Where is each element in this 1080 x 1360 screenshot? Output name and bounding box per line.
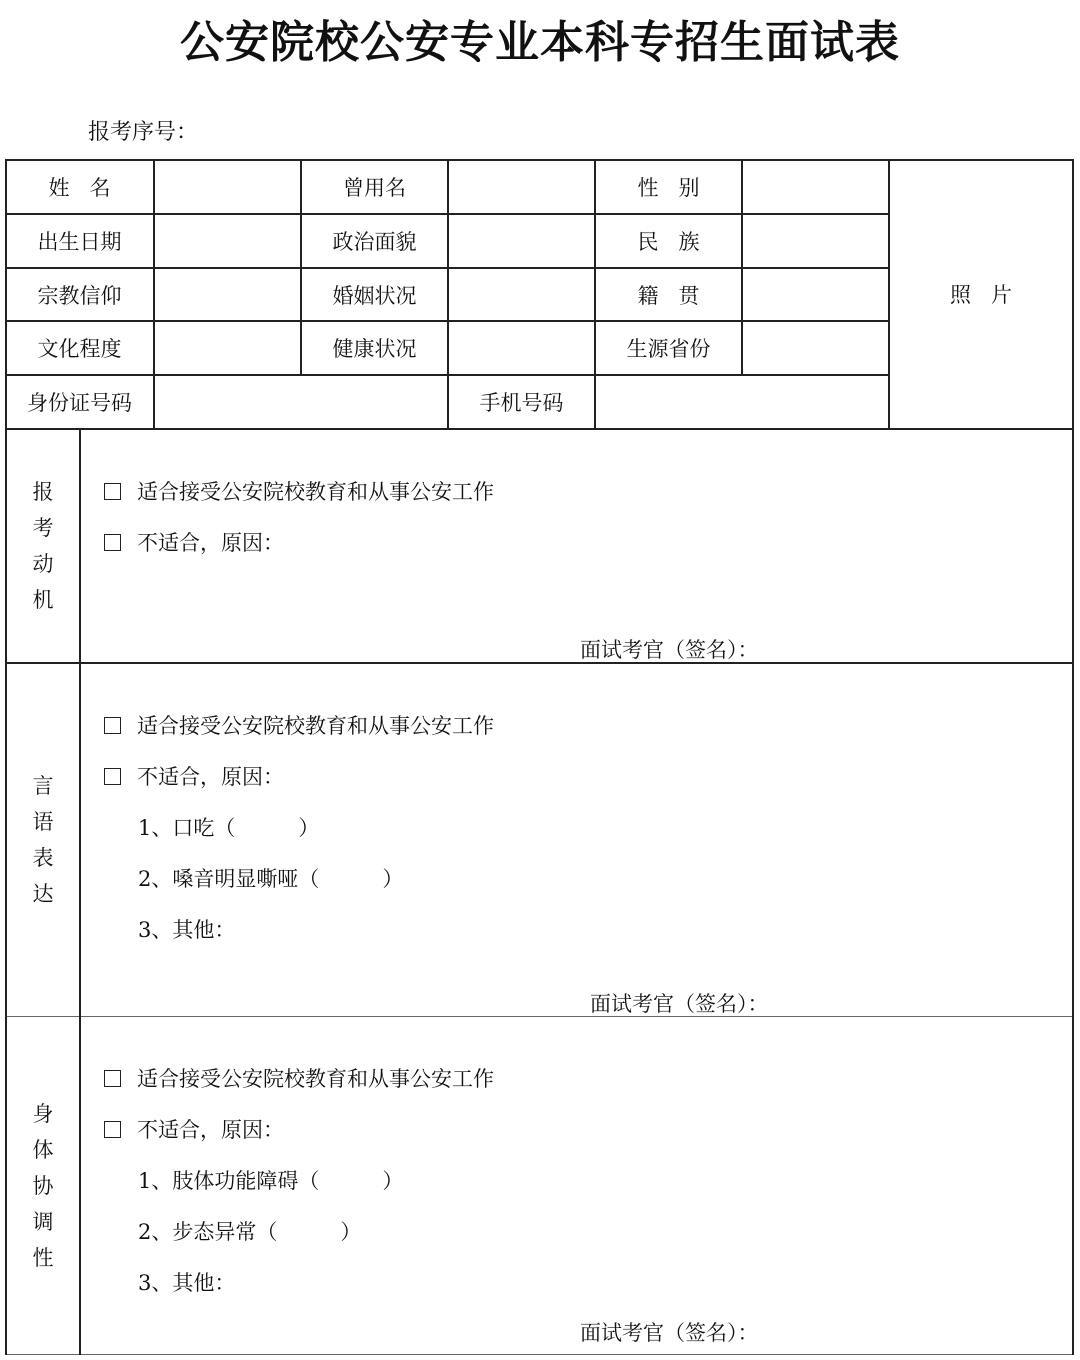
reason-text: 其他： [172,918,236,942]
label-gender: 性别 [637,175,720,200]
label-education: 文化程度 [37,337,122,361]
option-label: 不适合，原因： [137,765,284,789]
religion-field[interactable] [155,269,300,320]
label-char: 报 [32,480,54,504]
label-char: 表 [32,846,54,870]
label-political-status: 政治面貌 [332,230,417,254]
checkbox[interactable] [104,483,121,500]
label-char: 言 [32,774,54,798]
speech-reason-2[interactable] [138,863,403,893]
label-char: 动 [32,552,54,576]
speech-suitable-option[interactable] [104,710,494,740]
section-label-speech [6,664,80,1016]
ethnicity-field[interactable] [743,215,888,267]
label-birth-date: 出生日期 [37,230,122,254]
reason-text: 肢体功能障碍（ ） [172,1169,404,1193]
label-char: 语 [32,810,54,834]
political-status-field[interactable] [449,215,594,267]
label-char: 达 [32,882,54,906]
photo-box[interactable]: 照片 [950,283,1032,307]
checkbox[interactable] [104,1070,121,1087]
form-title: 公安院校公安专业本科专招生面试表 [180,17,900,68]
option-label: 适合接受公安院校教育和从事公安工作 [137,480,494,504]
reason-number: 3、 [138,918,173,942]
former-name-field[interactable] [449,160,594,213]
label-char: 体 [32,1138,54,1162]
label-marital-status: 婚姻状况 [332,283,417,308]
label-health: 健康状况 [332,337,417,361]
label-religion: 宗教信仰 [37,283,122,308]
label-char: 协 [32,1174,54,1198]
checkbox[interactable] [104,717,121,734]
coordination-unsuitable-option[interactable] [104,1114,284,1144]
section-label-coordination [6,1018,80,1354]
gender-field[interactable] [743,160,888,213]
checkbox[interactable] [104,534,121,551]
coordination-reason-3[interactable] [138,1267,235,1297]
speech-unsuitable-option[interactable] [104,761,284,791]
coordination-suitable-option[interactable] [104,1063,494,1093]
label-id-number: 身份证号码 [27,391,132,415]
label-char: 身 [32,1102,54,1126]
divider [6,1354,1074,1355]
reason-number: 2、 [138,1220,173,1244]
reason-number: 2、 [138,867,173,891]
id-number-field[interactable] [155,376,447,428]
section-label-motivation [6,430,80,662]
option-label: 不适合，原因： [137,1118,284,1142]
reason-number: 1、 [138,816,173,840]
option-label: 适合接受公安院校教育和从事公安工作 [137,1067,494,1091]
serial-number-label: 报考序号： [88,120,199,145]
divider [6,428,1074,430]
label-former-name: 曾用名 [343,175,406,200]
health-field[interactable] [449,322,594,374]
reason-text: 其他： [172,1271,236,1295]
label-phone: 手机号码 [479,391,564,415]
reason-number: 3、 [138,1271,173,1295]
label-province: 生源省份 [626,337,711,361]
coordination-reason-1[interactable] [138,1165,403,1195]
education-field[interactable] [155,322,300,374]
birth-date-field[interactable] [155,215,300,267]
divider [1072,159,1074,1355]
reason-text: 口吃（ ） [172,816,320,840]
name-field[interactable] [155,160,300,213]
option-label: 不适合，原因： [137,531,284,555]
motivation-unsuitable-option[interactable] [104,527,284,557]
speech-reason-3[interactable] [138,914,235,944]
examiner-signature[interactable]: 面试考官（签名）： [580,1321,759,1345]
marital-status-field[interactable] [449,269,594,320]
label-char: 性 [32,1246,54,1270]
reason-number: 1、 [138,1169,173,1193]
divider [6,1016,1074,1017]
speech-reason-1[interactable] [138,812,319,842]
motivation-suitable-option[interactable] [104,476,494,506]
label-ethnicity: 民族 [637,230,720,254]
checkbox[interactable] [104,1121,121,1138]
province-field[interactable] [743,322,888,374]
coordination-reason-2[interactable] [138,1216,361,1246]
checkbox[interactable] [104,768,121,785]
examiner-signature[interactable]: 面试考官（签名）： [580,638,759,662]
examiner-signature[interactable]: 面试考官（签名）： [590,992,769,1016]
phone-field[interactable] [596,376,888,428]
option-label: 适合接受公安院校教育和从事公安工作 [137,714,494,738]
reason-text: 步态异常（ ） [172,1220,362,1244]
reason-text: 嗓音明显嘶哑（ ） [172,867,404,891]
label-native-place: 籍贯 [637,283,720,308]
label-char: 调 [32,1210,54,1234]
native-place-field[interactable] [743,269,888,320]
label-char: 考 [32,516,54,540]
divider [6,662,1074,664]
label-char: 机 [32,588,54,612]
label-name: 姓名 [48,175,131,200]
